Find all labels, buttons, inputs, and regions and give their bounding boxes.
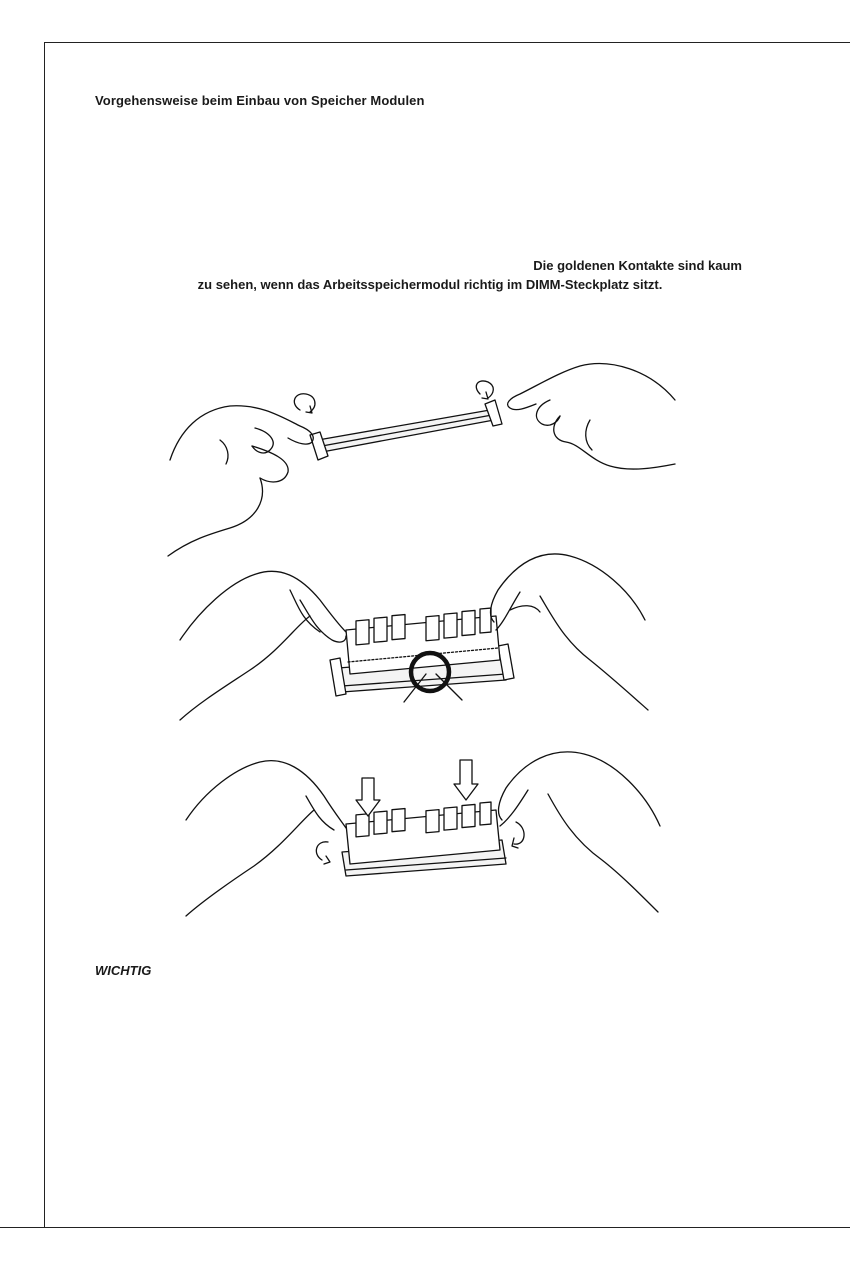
page-frame-top [44, 42, 850, 43]
section-heading: Vorgehensweise beim Einbau von Speicher Modulen [95, 93, 425, 108]
important-label: WICHTIG [95, 963, 152, 978]
step-press-down [186, 752, 660, 916]
dimm-installation-illustration [160, 360, 680, 920]
step-align-notch [180, 554, 648, 720]
page-frame-left [44, 42, 45, 1227]
caption-line-1: Die goldenen Kontakte sind kaum [533, 258, 742, 273]
page-frame-bottom [0, 1227, 850, 1228]
step-open-latches [168, 364, 675, 556]
caption-line-2: zu sehen, wenn das Arbeitsspeichermodul richtig im DIMM-Steckplatz sitzt. [197, 277, 663, 292]
